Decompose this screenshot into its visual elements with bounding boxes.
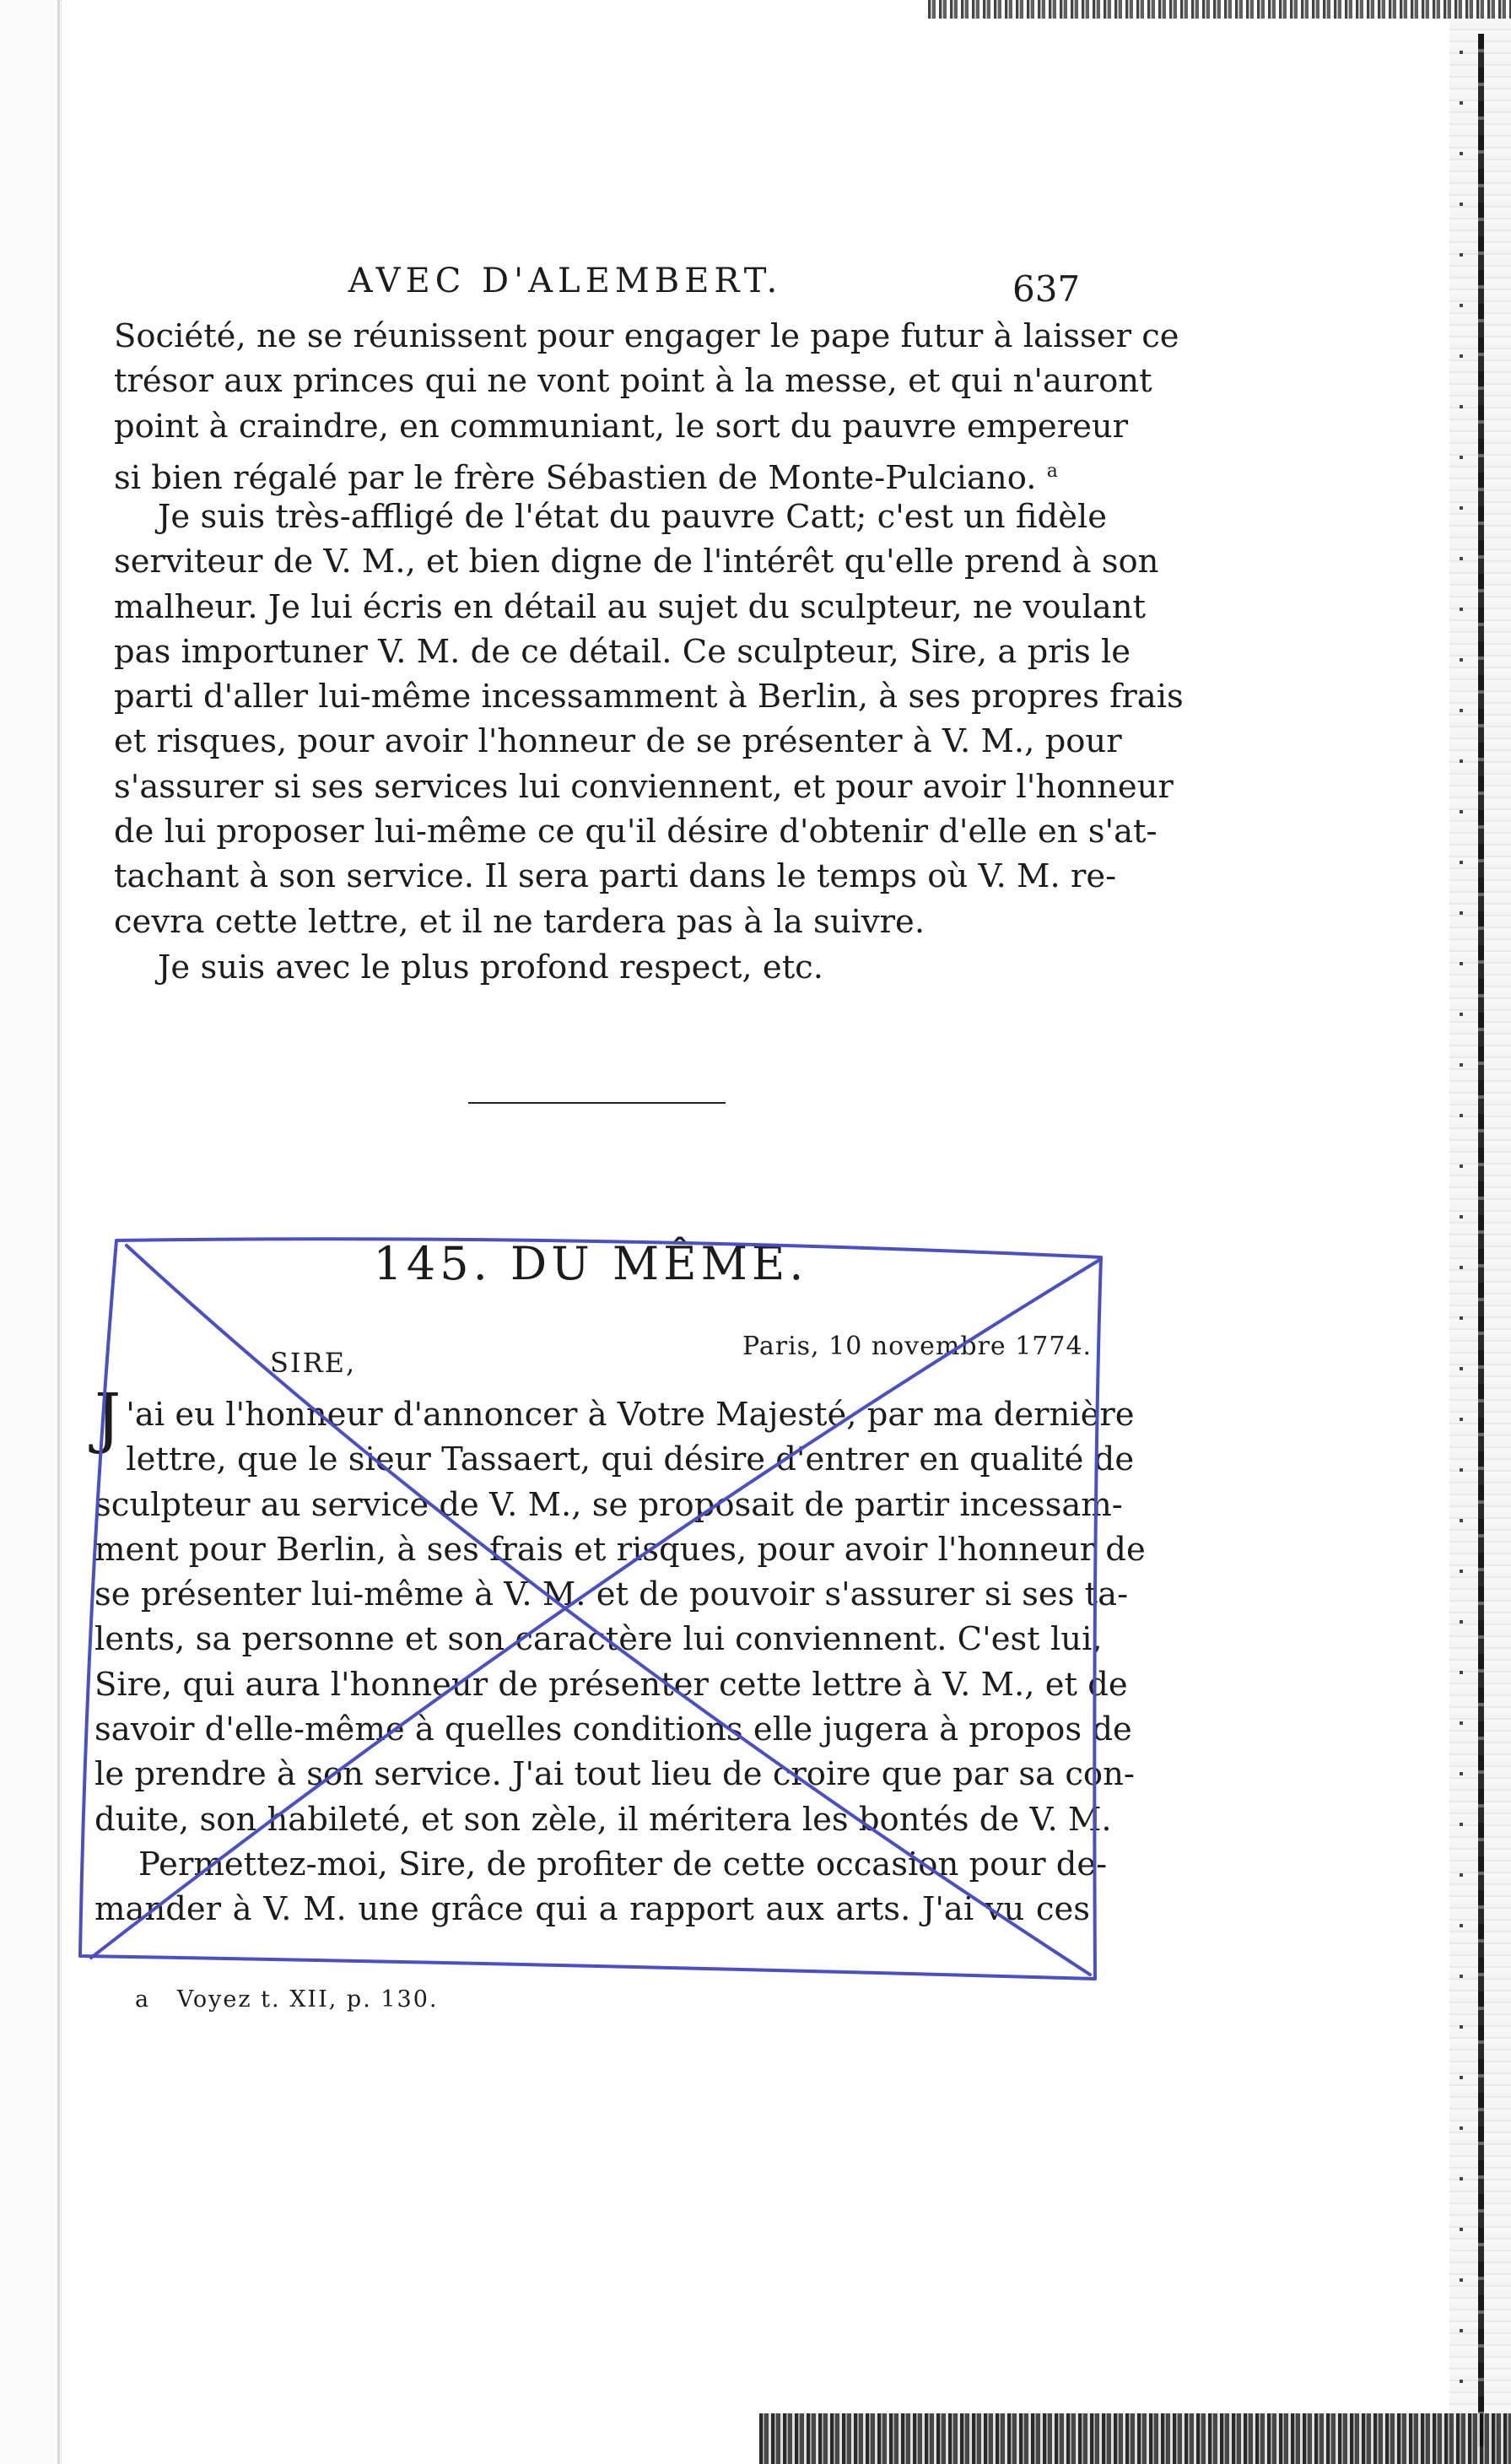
text-line: mander à V. M. une grâce qui a rapport aux arts. J'ai vu ces [94, 1890, 1090, 1929]
text-line: Société, ne se réunissent pour engager le pape futur à laisser ce [114, 317, 1179, 355]
text-line: duite, son habileté, et son zèle, il méritera les bontés de V. M. [94, 1800, 1112, 1839]
scan-top-noise [928, 0, 1511, 19]
text-line: de lui proposer lui-même ce qu'il désire d'obtenir d'elle en s'at- [114, 813, 1158, 851]
text-line: ment pour Berlin, à ses frais et risques, pour avoir l'honneur de [94, 1530, 1146, 1569]
scan-right-edge [1478, 34, 1484, 2447]
text-line: parti d'aller lui-même incessamment à Berlin, à ses propres frais [114, 678, 1184, 716]
scan-left-margin [0, 0, 62, 2464]
scan-bottom-noise [759, 2413, 1511, 2464]
text-line: Je suis très-affligé de l'état du pauvre Catt; c'est un fidèle [158, 498, 1108, 536]
text-line: se présenter lui-même à V. M. et de pouvoir s'assurer si ses ta- [94, 1575, 1129, 1614]
drop-cap: J [94, 1381, 121, 1456]
letter-dateline: Paris, 10 novembre 1774. [742, 1332, 1093, 1361]
text-line: 'ai eu l'honneur d'annoncer à Votre Majesté, par ma dernière [126, 1396, 1135, 1434]
running-title: AVEC D'ALEMBERT. [348, 262, 783, 300]
closing-line-block [114, 945, 1101, 990]
text-line: lettre, que le sieur Tassaert, qui désire d'entrer en qualité de [126, 1440, 1135, 1479]
text-line: tachant à son service. Il sera parti dans le temps où V. M. re- [114, 857, 1117, 896]
text-line: Sire, qui aura l'honneur de présenter cette lettre à V. M., et de [94, 1665, 1128, 1704]
paragraph-continuation [114, 314, 1179, 500]
text-line: pas importuner V. M. de ce détail. Ce sculpteur, Sire, a pris le [114, 632, 1131, 671]
text-line: savoir d'elle-même à quelles conditions elle jugera à propos de [94, 1710, 1132, 1749]
text-line: et risques, pour avoir l'honneur de se présenter à V. M., pour [114, 722, 1122, 761]
footnote-marker: a [1046, 460, 1058, 482]
scan-noise-dots [1460, 51, 1463, 2413]
text-line: point à craindre, en communiant, le sort du pauvre empereur [114, 407, 1129, 446]
paragraph-catt [114, 494, 1184, 944]
text-line: serviteur de V. M., et bien digne de l'intérêt qu'elle prend à son [114, 543, 1159, 581]
section-separator-rule [468, 1102, 726, 1104]
page-fold-shadow [57, 0, 60, 2464]
text-line: Permettez-moi, Sire, de profiter de cette occasion pour de- [138, 1845, 1108, 1883]
closing-line: Je suis avec le plus profond respect, etc. [158, 948, 823, 986]
text-line: s'assurer si ses services lui conviennent, et pour avoir l'honneur [114, 767, 1174, 806]
footnote [135, 1986, 438, 2013]
page-number: 637 [1012, 268, 1081, 310]
footnote-text: Voyez t. XII, p. 130. [176, 1986, 439, 2013]
text-line: cevra cette lettre, et il ne tardera pas à la suivre. [114, 902, 925, 941]
text-line: trésor aux princes qui ne vont point à la messe, et qui n'auront [114, 362, 1152, 401]
text-line: lents, sa personne et son caractère lui conviennent. C'est lui, [94, 1620, 1103, 1659]
footnote-marker: a [135, 1986, 151, 2013]
text-line: si bien régalé par le frère Sébastien de Monte-Pulciano. $^a$ [114, 458, 1058, 497]
text-line: malheur. Je lui écris en détail au sujet du sculpteur, ne voulant [114, 587, 1147, 626]
letter-body [94, 1381, 1146, 1932]
letter-title: 145. DU MÊME. [373, 1237, 808, 1290]
salutation: SIRE, [270, 1347, 357, 1379]
text-line: sculpteur au service de V. M., se proposait de partir incessam- [94, 1485, 1123, 1524]
text-line: le prendre à son service. J'ai tout lieu de croire que par sa con- [94, 1755, 1135, 1794]
